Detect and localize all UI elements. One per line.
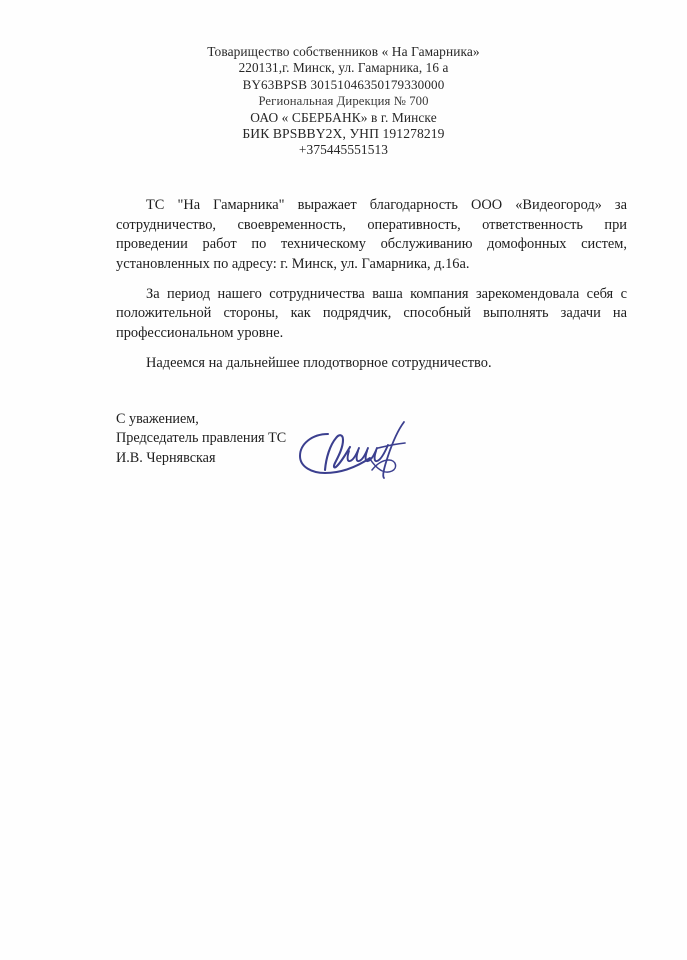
letterhead-organization: Товарищество собственников « На Гамарника» [207, 44, 480, 59]
body-paragraph-2: За период нашего сотрудничества ваша компания зарекомендовала себя с положительной стороны, как подрядчик, способный выполнять задачи на профессиональном уровне. [116, 285, 627, 342]
letterhead-iban: BY63BPSB 30151046350179330000 [242, 76, 445, 92]
letterhead-regional-directorate: Региональная Дирекция № 700 [258, 94, 429, 109]
body-paragraph-1: ТС "На Гамарника" выражает благодарность ООО «Видеогород» за сотрудничество, своевременность, оперативность, ответственность при проведении работ по техническому обслуживанию домофонных систем, установленных по адресу: г. Минск, ул. Гамарника, д.16а. [116, 197, 627, 272]
signature-block [116, 410, 536, 468]
body-paragraph-3: Надеемся на дальнейшее плодотворное сотрудничество. [146, 355, 492, 372]
letterhead-bik-unp: БИК BPSBBY2X, УНП 191278219 [242, 126, 445, 142]
signer-position: Председатель правления ТС [116, 430, 287, 447]
letterhead-phone: +375445551513 [298, 142, 389, 158]
letter-body [116, 196, 627, 374]
closing-salutation: С уважением, [116, 411, 199, 427]
letterhead-address: 220131,г. Минск, ул. Гамарника, 16 а [238, 60, 449, 76]
letterhead-bank: ОАО « СБЕРБАНК» в г. Минске [250, 109, 437, 125]
signer-name: И.В. Чернявская [116, 449, 216, 466]
letterhead [0, 44, 687, 159]
